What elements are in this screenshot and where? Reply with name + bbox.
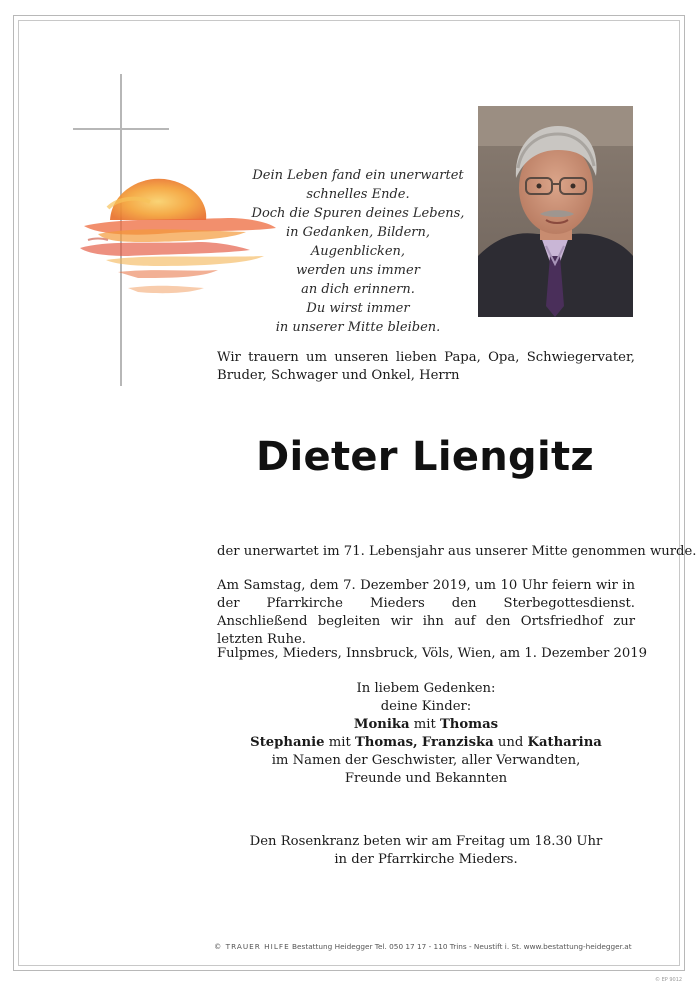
mourners-line-2 — [217, 734, 635, 752]
portrait-photo — [478, 106, 633, 317]
poem-line: an dich erinnern. — [301, 282, 415, 297]
poem-line: Augenblicken, — [310, 244, 406, 259]
rosary-line-1: Den Rosenkranz beten wir am Freitag um 18.30 Uhr — [249, 834, 603, 849]
form-code: © EP 9012 — [655, 977, 683, 983]
mourners-block — [217, 680, 635, 788]
poem-line: schnelles Ende. — [306, 187, 410, 202]
friends-line: Freunde und Bekannten — [344, 771, 508, 786]
rosary-notice — [217, 833, 635, 869]
mourners-line-1 — [217, 716, 635, 734]
mourner-name: Thomas — [439, 717, 499, 732]
connector-text: mit — [409, 717, 440, 732]
mourner-name: Katharina — [527, 735, 602, 750]
place-date-text: Fulpmes, Mieders, Innsbruck, Völs, Wien, am 1. Dezember 2019 — [217, 646, 648, 661]
age-text: der unerwartet im 71. Lebensjahr aus unserer Mitte genommen wurde. — [217, 544, 697, 559]
mourner-name: Franziska — [421, 735, 494, 750]
poem-line: werden uns immer — [296, 263, 420, 278]
poem-line: in unserer Mitte bleiben. — [275, 320, 441, 335]
footer — [214, 942, 654, 951]
footer-details: Bestattung Heidegger Tel. 050 17 17 - 110 Trins - Neustift i. St. www.bestattung-heidegger.at — [292, 942, 632, 951]
mourner-name: Monika — [353, 717, 410, 732]
mourner-name: Thomas, — [354, 735, 418, 750]
intro-text: Wir trauern um unseren lieben Papa, Opa, Schwiegervater, Bruder, Schwager und Onkel, Herrn — [217, 350, 635, 383]
rosary-line-2: in der Pfarrkirche Mieders. — [334, 852, 518, 867]
poem-line: in Gedanken, Bildern, — [286, 225, 430, 240]
connector-text: und — [493, 735, 528, 750]
poem-line: Doch die Spuren deines Lebens, — [251, 206, 465, 221]
memorial-poem — [248, 166, 468, 337]
connector-text: mit — [324, 735, 355, 750]
relatives-line: im Namen der Geschwister, aller Verwandten, — [271, 753, 581, 768]
footer-brand: © TRAUER HILFE — [214, 942, 290, 951]
mourners-heading: In liebem Gedenken: — [356, 681, 496, 696]
poem-line: Dein Leben fand ein unerwartet — [252, 168, 464, 183]
mourner-name: Stephanie — [250, 735, 325, 750]
cross-bar — [73, 128, 169, 130]
children-label: deine Kinder: — [380, 699, 472, 714]
poem-line: Du wirst immer — [306, 301, 410, 316]
funeral-service-text: Am Samstag, dem 7. Dezember 2019, um 10 Uhr feiern wir in der Pfarrkirche Mieders den Sterbegottesdienst. Anschließend begleiten wir ihn auf den Ortsfriedhof zur letzten Ruhe. — [217, 578, 635, 647]
deceased-name: Dieter Liengitz — [256, 434, 594, 480]
